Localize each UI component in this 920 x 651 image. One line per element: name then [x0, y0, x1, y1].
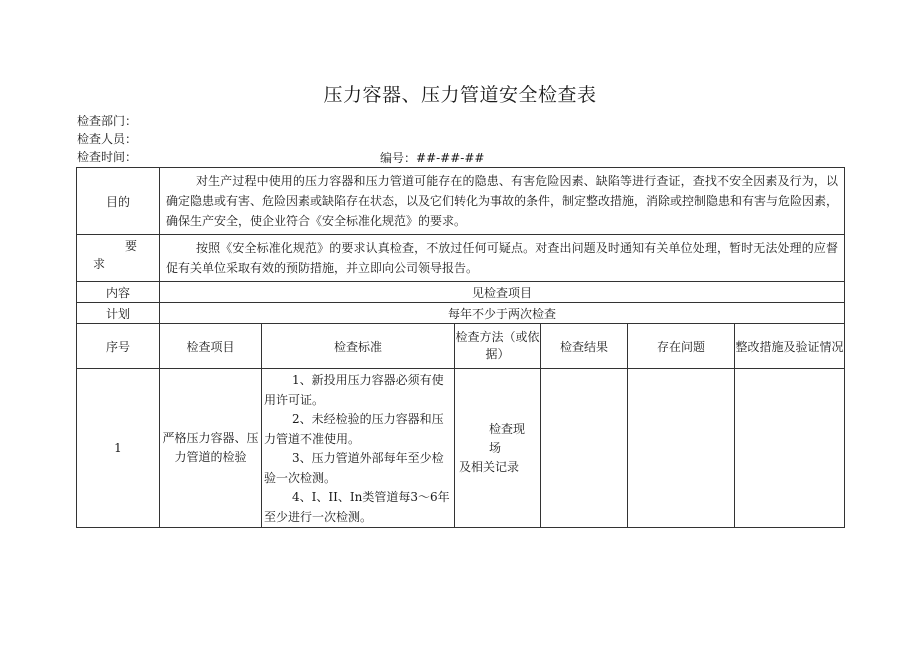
purpose-row	[77, 168, 845, 235]
serial-label: 编号：	[380, 151, 417, 165]
header-result: 检查结果	[541, 324, 628, 369]
requirement-text: 按照《安全标准化规范》的要求认真检查，不放过任何可疑点。对查出问题及时通知有关单位处理，暂时无法处理的应督促有关单位采取有效的预防措施，并立即向公司领导报告。	[160, 235, 845, 282]
standard-line: 3、压力管道外部每年至少检验一次检测。	[264, 451, 444, 485]
person-label: 检查人员：	[77, 132, 138, 146]
method-line-1: 检查现场	[489, 421, 526, 455]
item-name: 严格压力容器、压力管道的检验	[160, 369, 262, 528]
standard-line: 1、新投用压力容器必须有使用许可证。	[264, 373, 444, 407]
requirement-row	[77, 235, 845, 282]
item-standards	[262, 369, 455, 528]
purpose-text: 对生产过程中使用的压力容器和压力管道可能存在的隐患、有害危险因素、缺陷等进行查证，查找不安全因素及行为，以确定隐患或有害、危险因素或缺陷存在状态，以及它们转化为事故的条件，制定整改措施，消除或控制隐患和有害与危险因素，确保生产安全，使企业符合《安全标准化规范》的要求。	[160, 168, 845, 235]
header-row	[77, 324, 845, 369]
serial-number	[380, 149, 484, 166]
purpose-label: 目的	[77, 168, 160, 235]
content-text: 见检查项目	[160, 282, 845, 303]
item-issue[interactable]	[628, 369, 735, 528]
time-label: 检查时间：	[77, 150, 138, 164]
table-row	[77, 369, 845, 528]
standard-line: 4、I、II、In类管道每3～6年至少进行一次检测。	[264, 490, 450, 524]
item-method	[455, 369, 541, 528]
plan-text: 每年不少于两次检查	[160, 303, 845, 324]
header-method: 检查方法（或依据）	[455, 324, 541, 369]
serial-value: ##-##-##	[416, 151, 485, 165]
standard-line: 2、未经检验的压力容器和压力管道不准使用。	[264, 412, 444, 446]
method-line-2: 及相关记录	[459, 459, 520, 474]
item-no: 1	[77, 369, 160, 528]
header-standard: 检查标准	[262, 324, 455, 369]
requirement-label	[77, 235, 160, 282]
header-no: 序号	[77, 324, 160, 369]
header-fix: 整改措施及验证情况	[735, 324, 845, 369]
requirement-label-2: 求	[93, 257, 106, 271]
item-result[interactable]	[541, 369, 628, 528]
dept-label: 检查部门：	[77, 114, 138, 128]
page-title: 压力容器、压力管道安全检查表	[323, 84, 597, 106]
content-row	[77, 282, 845, 303]
content-label: 内容	[77, 282, 160, 303]
header-issue: 存在问题	[628, 324, 735, 369]
inspection-table	[76, 167, 845, 528]
plan-row	[77, 303, 845, 324]
header-item: 检查项目	[160, 324, 262, 369]
requirement-label-1: 要	[125, 239, 138, 253]
plan-label: 计划	[77, 303, 160, 324]
item-fix[interactable]	[735, 369, 845, 528]
